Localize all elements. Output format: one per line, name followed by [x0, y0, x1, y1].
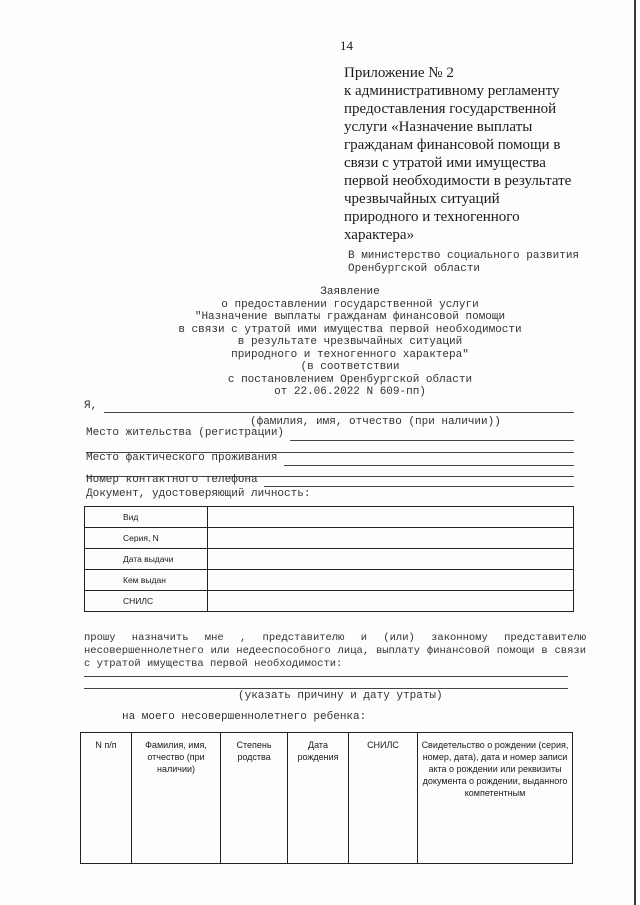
title-line: в результате чрезвычайных ситуаций [237, 336, 463, 348]
title-line: "Назначение выплаты гражданам финансовой помощи [194, 311, 506, 323]
title-line: природного и техногенного характера" [231, 348, 469, 361]
table-row [85, 549, 574, 570]
child-label: на моего несовершеннолетнего ребенка: [122, 711, 367, 723]
table-row [85, 507, 574, 528]
reason-field-line2[interactable] [84, 688, 568, 689]
title-line: (в соответствии [300, 361, 400, 373]
id-row-value[interactable] [208, 549, 574, 570]
appendix-line: услуги «Назначение выплаты [344, 119, 533, 135]
table-row [85, 528, 574, 549]
appendix-line: чрезвычайных ситуаций [344, 191, 500, 207]
phone-label: Номер контактного телефона [86, 474, 258, 486]
actual-residence-field[interactable] [284, 465, 574, 466]
actual-residence-label: Место фактического проживания [86, 452, 278, 464]
children-table [80, 732, 573, 864]
id-row-label: СНИЛС [85, 591, 208, 612]
title-line: с постановлением Оренбургской области [227, 373, 473, 386]
fio-field[interactable] [104, 412, 574, 413]
appendix-line: предоставления государственной [344, 101, 557, 117]
table-header-row [81, 733, 573, 864]
fio-hint: (фамилия, имя, отчество (при наличии)) [250, 416, 501, 428]
application-title [160, 286, 540, 399]
table-row [85, 570, 574, 591]
scan-edge [634, 0, 636, 905]
col-header-birth-certificate: Свидетельство о рождении (серия, номер, дата), дата и номер записи акта о рождении или реквизиты документа о рождении, выданного компетентным [418, 733, 573, 864]
reason-hint: (указать причину и дату утраты) [238, 690, 443, 702]
appendix-header [344, 64, 594, 244]
title-line: Заявление [320, 286, 380, 298]
addressee [348, 250, 579, 276]
id-document-label: Документ, удостоверяющий личность: [86, 488, 311, 500]
title-line: в связи с утратой ими имущества первой необходимости [178, 323, 522, 336]
appendix-line: природного и техногенного [344, 209, 520, 225]
page-number: 14 [340, 38, 353, 53]
id-row-value[interactable] [208, 528, 574, 549]
col-header-number: N п/п [81, 733, 132, 864]
title-line: о предоставлении государственной услуги [221, 298, 479, 311]
addressee-line: В министерство социального развития [348, 250, 580, 262]
i-label: Я, [84, 400, 98, 412]
id-row-label: Дата выдачи [85, 549, 208, 570]
request-text: прошу назначить мне , представителю и (или) законному представителю несовершеннолетнего или недееспособного лица, выплату финансовой помощи в связи с утратой имущества первой необходимости: [84, 632, 586, 670]
id-row-label: Серия, N [85, 528, 208, 549]
table-row [85, 591, 574, 612]
appendix-line: Приложение № 2 [344, 65, 454, 81]
col-header-name: Фамилия, имя, отчество (при наличии) [132, 733, 221, 864]
id-row-label: Кем выдан [85, 570, 208, 591]
reason-field[interactable] [84, 676, 568, 677]
title-line: от 22.06.2022 N 609-пп) [274, 386, 426, 398]
col-header-snils: СНИЛС [349, 733, 418, 864]
appendix-line: первой необходимости в результате [344, 173, 572, 189]
id-row-value[interactable] [208, 570, 574, 591]
appendix-line: связи с утратой ими имущества [344, 155, 546, 171]
residence-label: Место жительства (регистрации) [86, 427, 285, 439]
residence-field[interactable] [290, 440, 574, 441]
id-row-value[interactable] [208, 591, 574, 612]
phone-field[interactable] [264, 486, 574, 487]
col-header-relation: Степень родства [221, 733, 288, 864]
col-header-birthdate: Дата рождения [288, 733, 349, 864]
appendix-line: характера» [344, 227, 415, 243]
addressee-line: Оренбургской области [348, 263, 481, 275]
appendix-line: гражданам финансовой помощи в [344, 137, 561, 153]
id-row-value[interactable] [208, 507, 574, 528]
appendix-line: к административному регламенту [344, 83, 560, 99]
id-document-table [84, 506, 574, 612]
id-row-label: Вид [85, 507, 208, 528]
